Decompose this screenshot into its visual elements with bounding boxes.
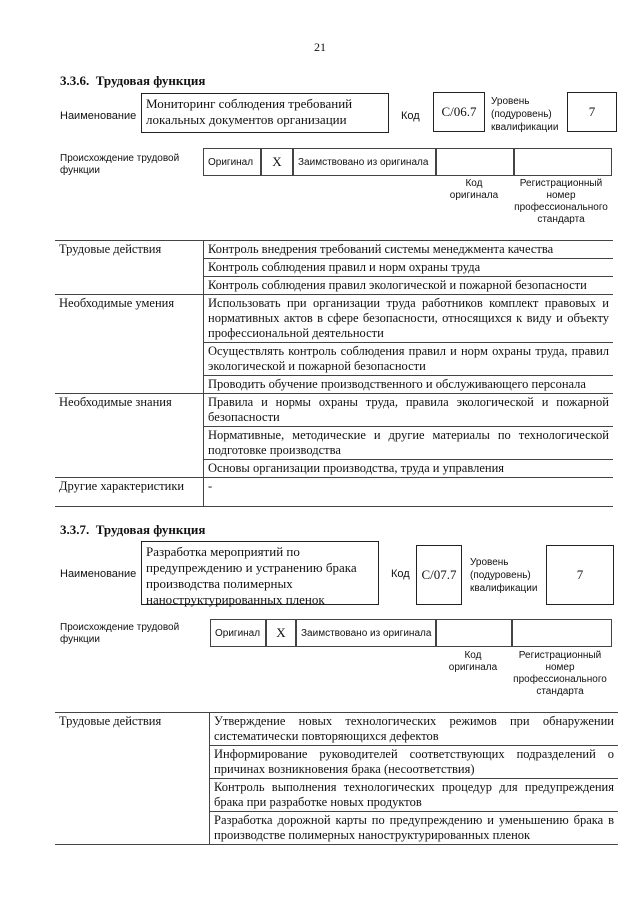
original-cell: Оригинал <box>210 619 266 647</box>
row-label-skills: Необходимые умения <box>55 295 204 394</box>
action-item: Контроль выполнения технологических процедур для предупреждения брака при разработке новых продуктов <box>210 779 619 812</box>
origin-row <box>203 148 612 176</box>
caption-line: профессионального <box>514 202 608 213</box>
section-heading-336 <box>60 73 205 89</box>
function-name-line: Разработка мероприятий по <box>146 544 300 559</box>
code-value: С/06.7 <box>433 92 485 132</box>
table-row <box>55 394 613 427</box>
function-name-box <box>141 541 379 605</box>
function-table-337 <box>55 712 618 845</box>
level-label-line: квалификации <box>491 122 559 133</box>
reg-number-cell <box>514 148 612 176</box>
action-item: Контроль соблюдения правил экологической и пожарной безопасности <box>204 277 614 295</box>
level-label-line: Уровень <box>491 96 530 107</box>
other-value: - <box>204 478 614 507</box>
function-name-line: наноструктурированных пленок <box>146 592 325 607</box>
code-label: Код <box>391 568 410 580</box>
row-label-knowledge: Необходимые знания <box>55 394 204 478</box>
level-value: 7 <box>567 92 617 132</box>
action-item: Разработка дорожной карты по предупреждению и уменьшению брака в производстве полимерных наноструктурированных пленок <box>210 812 619 845</box>
knowledge-item: Основы организации производства, труда и управления <box>204 460 614 478</box>
level-label <box>470 556 537 595</box>
level-label-line: квалификации <box>470 583 538 594</box>
function-table-336 <box>55 240 613 507</box>
skill-item: Проводить обучение производственного и обслуживающего персонала <box>204 376 614 394</box>
caption-line: Код <box>464 650 482 661</box>
original-mark: X <box>266 619 296 647</box>
level-label-line: (подуровень) <box>491 109 552 120</box>
original-code-cell <box>436 148 514 176</box>
code-value: С/07.7 <box>416 545 462 605</box>
function-name-box <box>141 93 389 133</box>
section-number: 3.3.6. <box>60 73 90 88</box>
original-code-cell <box>436 619 512 647</box>
origin-label-line: функции <box>60 165 100 176</box>
table-row <box>55 713 618 746</box>
row-label-actions: Трудовые действия <box>55 241 204 295</box>
action-item: Контроль соблюдения правил и норм охраны труда <box>204 259 614 277</box>
skill-item: Использовать при организации труда работников комплект правовых и нормативных актов в сфере безопасности, относящихся к виду и объекту профессиональной деятельности <box>204 295 614 343</box>
caption-line: стандарта <box>537 214 585 225</box>
caption-original-code <box>436 650 510 674</box>
action-item: Информирование руководителей соответствующих подразделений о причинах возникновения брака (несоответствия) <box>210 746 619 779</box>
table-row <box>55 295 613 343</box>
caption-line: номер <box>545 662 575 673</box>
action-item: Утверждение новых технологических режимов при обнаружении систематически повторяющихся дефектов <box>210 713 619 746</box>
level-label <box>491 95 558 134</box>
reg-number-cell <box>512 619 612 647</box>
row-label-other: Другие характеристики <box>55 478 204 507</box>
table-row <box>55 241 613 259</box>
name-label: Наименование <box>60 110 137 122</box>
caption-line: Регистрационный <box>518 650 602 661</box>
origin-label <box>60 622 179 646</box>
borrowed-cell: Заимствовано из оригинала <box>296 619 436 647</box>
knowledge-item: Правила и нормы охраны труда, правила экологической и пожарной безопасности <box>204 394 614 427</box>
function-name-line: Мониторинг соблюдения требований <box>146 96 353 111</box>
caption-reg-number <box>510 650 610 698</box>
origin-label-line: функции <box>60 634 100 645</box>
original-cell: Оригинал <box>203 148 261 176</box>
origin-row <box>210 619 612 647</box>
section-title: Трудовая функция <box>95 522 206 537</box>
caption-line: Регистрационный <box>519 178 603 189</box>
action-item: Контроль внедрения требований системы менеджмента качества <box>204 241 614 259</box>
caption-reg-number <box>512 178 610 226</box>
caption-original-code <box>436 178 512 202</box>
level-label-line: Уровень <box>470 557 509 568</box>
caption-line: стандарта <box>536 686 584 697</box>
caption-line: профессионального <box>513 674 607 685</box>
table-row <box>55 478 613 507</box>
section-number: 3.3.7. <box>60 522 90 537</box>
code-label: Код <box>401 110 420 122</box>
origin-label-line: Происхождение трудовой <box>60 622 180 633</box>
section-title: Трудовая функция <box>95 73 206 88</box>
function-name-line: производства полимерных <box>146 576 293 591</box>
caption-line: Код <box>465 178 483 189</box>
origin-label <box>60 153 179 177</box>
section-heading-337 <box>60 522 205 538</box>
skill-item: Осуществлять контроль соблюдения правил и норм охраны труда, правил экологической и пожарной безопасности <box>204 343 614 376</box>
level-label-line: (подуровень) <box>470 570 531 581</box>
row-label-actions: Трудовые действия <box>55 713 210 845</box>
page-number: 21 <box>314 40 326 54</box>
origin-label-line: Происхождение трудовой <box>60 153 180 164</box>
caption-line: оригинала <box>448 662 498 673</box>
caption-line: оригинала <box>449 190 499 201</box>
knowledge-item: Нормативные, методические и другие материалы по технологической подготовке производства <box>204 427 614 460</box>
function-name-line: локальных документов организации <box>146 112 347 127</box>
function-name-line: предупреждению и устранению брака <box>146 560 357 575</box>
name-label: Наименование <box>60 568 137 580</box>
borrowed-cell: Заимствовано из оригинала <box>293 148 436 176</box>
level-value: 7 <box>546 545 614 605</box>
original-mark: X <box>261 148 293 176</box>
caption-line: номер <box>546 190 576 201</box>
